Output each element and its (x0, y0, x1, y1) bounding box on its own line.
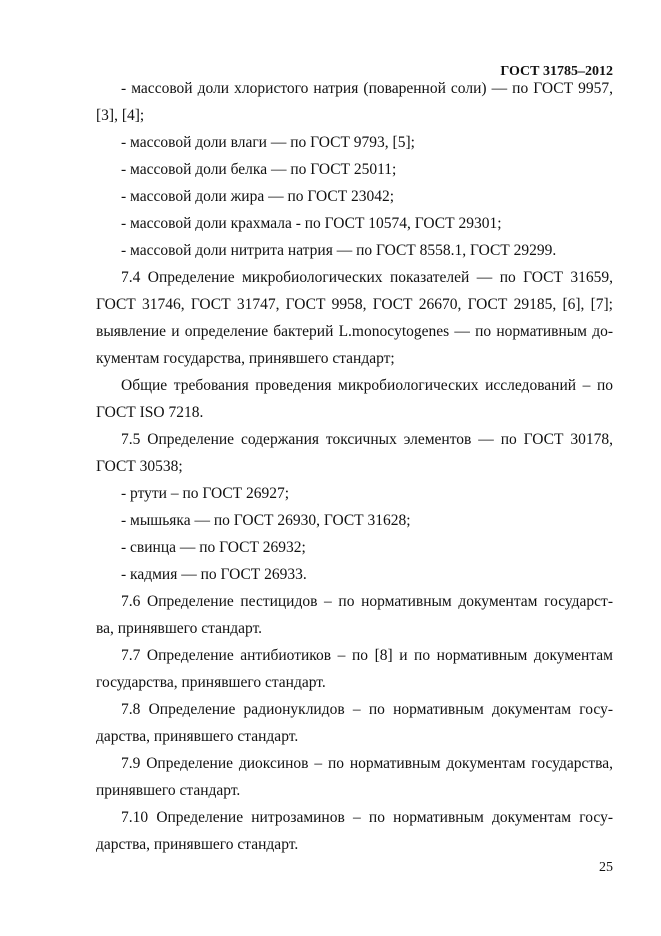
text-line: ГОСТ 31746, ГОСТ 31747, ГОСТ 9958, ГОСТ 26670, ГОСТ 29185, [6], [7]; (96, 296, 613, 313)
text-line: [3], [4]; (96, 107, 145, 124)
text-line: - массовой доли крахмала - по ГОСТ 10574, ГОСТ 29301; (121, 215, 502, 232)
text-line: 7.6 Определение пестицидов – по нормативным документам государст- (121, 593, 613, 610)
text-line: - кадмия — по ГОСТ 26933. (121, 566, 307, 583)
document-body (96, 75, 613, 858)
text-line: 7.9 Определение диоксинов – по нормативным документам государства, (121, 755, 613, 772)
text-line: 7.7 Определение антибиотиков – по [8] и по нормативным документам (121, 647, 613, 664)
text-line: 7.8 Определение радионуклидов – по нормативным документам госу- (121, 701, 613, 718)
text-line: - массовой доли влаги — по ГОСТ 9793, [5]; (121, 134, 415, 151)
text-line: ГОСТ 30538; (96, 458, 183, 475)
text-line: выявление и определение бактерий L.monocytogenes — по нормативным до- (96, 323, 613, 340)
page-header-standard: ГОСТ 31785–2012 (500, 64, 613, 79)
text-line: - свинца — по ГОСТ 26932; (121, 539, 306, 556)
text-line: Общие требования проведения микробиологических исследований – по (121, 377, 613, 394)
text-line: 7.10 Определение нитрозаминов – по нормативным документам госу- (121, 809, 613, 826)
text-line: - мышьяка — по ГОСТ 26930, ГОСТ 31628; (121, 512, 411, 529)
text-line: - массовой доли хлористого натрия (поваренной соли) — по ГОСТ 9957, (121, 80, 613, 97)
text-line: принявшего стандарт. (96, 782, 241, 799)
text-line: - массовой доли нитрита натрия — по ГОСТ 8558.1, ГОСТ 29299. (121, 242, 557, 259)
text-line: ГОСТ ISO 7218. (96, 404, 204, 421)
page-number: 25 (599, 860, 613, 875)
text-line: - массовой доли жира — по ГОСТ 23042; (121, 188, 395, 205)
text-line: дарства, принявшего стандарт. (96, 728, 299, 745)
text-line: 7.5 Определение содержания токсичных элементов — по ГОСТ 30178, (121, 431, 613, 448)
text-line: - массовой доли белка — по ГОСТ 25011; (121, 161, 397, 178)
text-line: ва, принявшего стандарт. (96, 620, 263, 637)
text-line: государства, принявшего стандарт. (96, 674, 326, 691)
text-line: дарства, принявшего стандарт. (96, 836, 299, 853)
text-line: кументам государства, принявшего стандарт; (96, 350, 395, 367)
text-line: - ртути – по ГОСТ 26927; (121, 485, 290, 502)
text-line: 7.4 Определение микробиологических показателей — по ГОСТ 31659, (121, 269, 613, 286)
